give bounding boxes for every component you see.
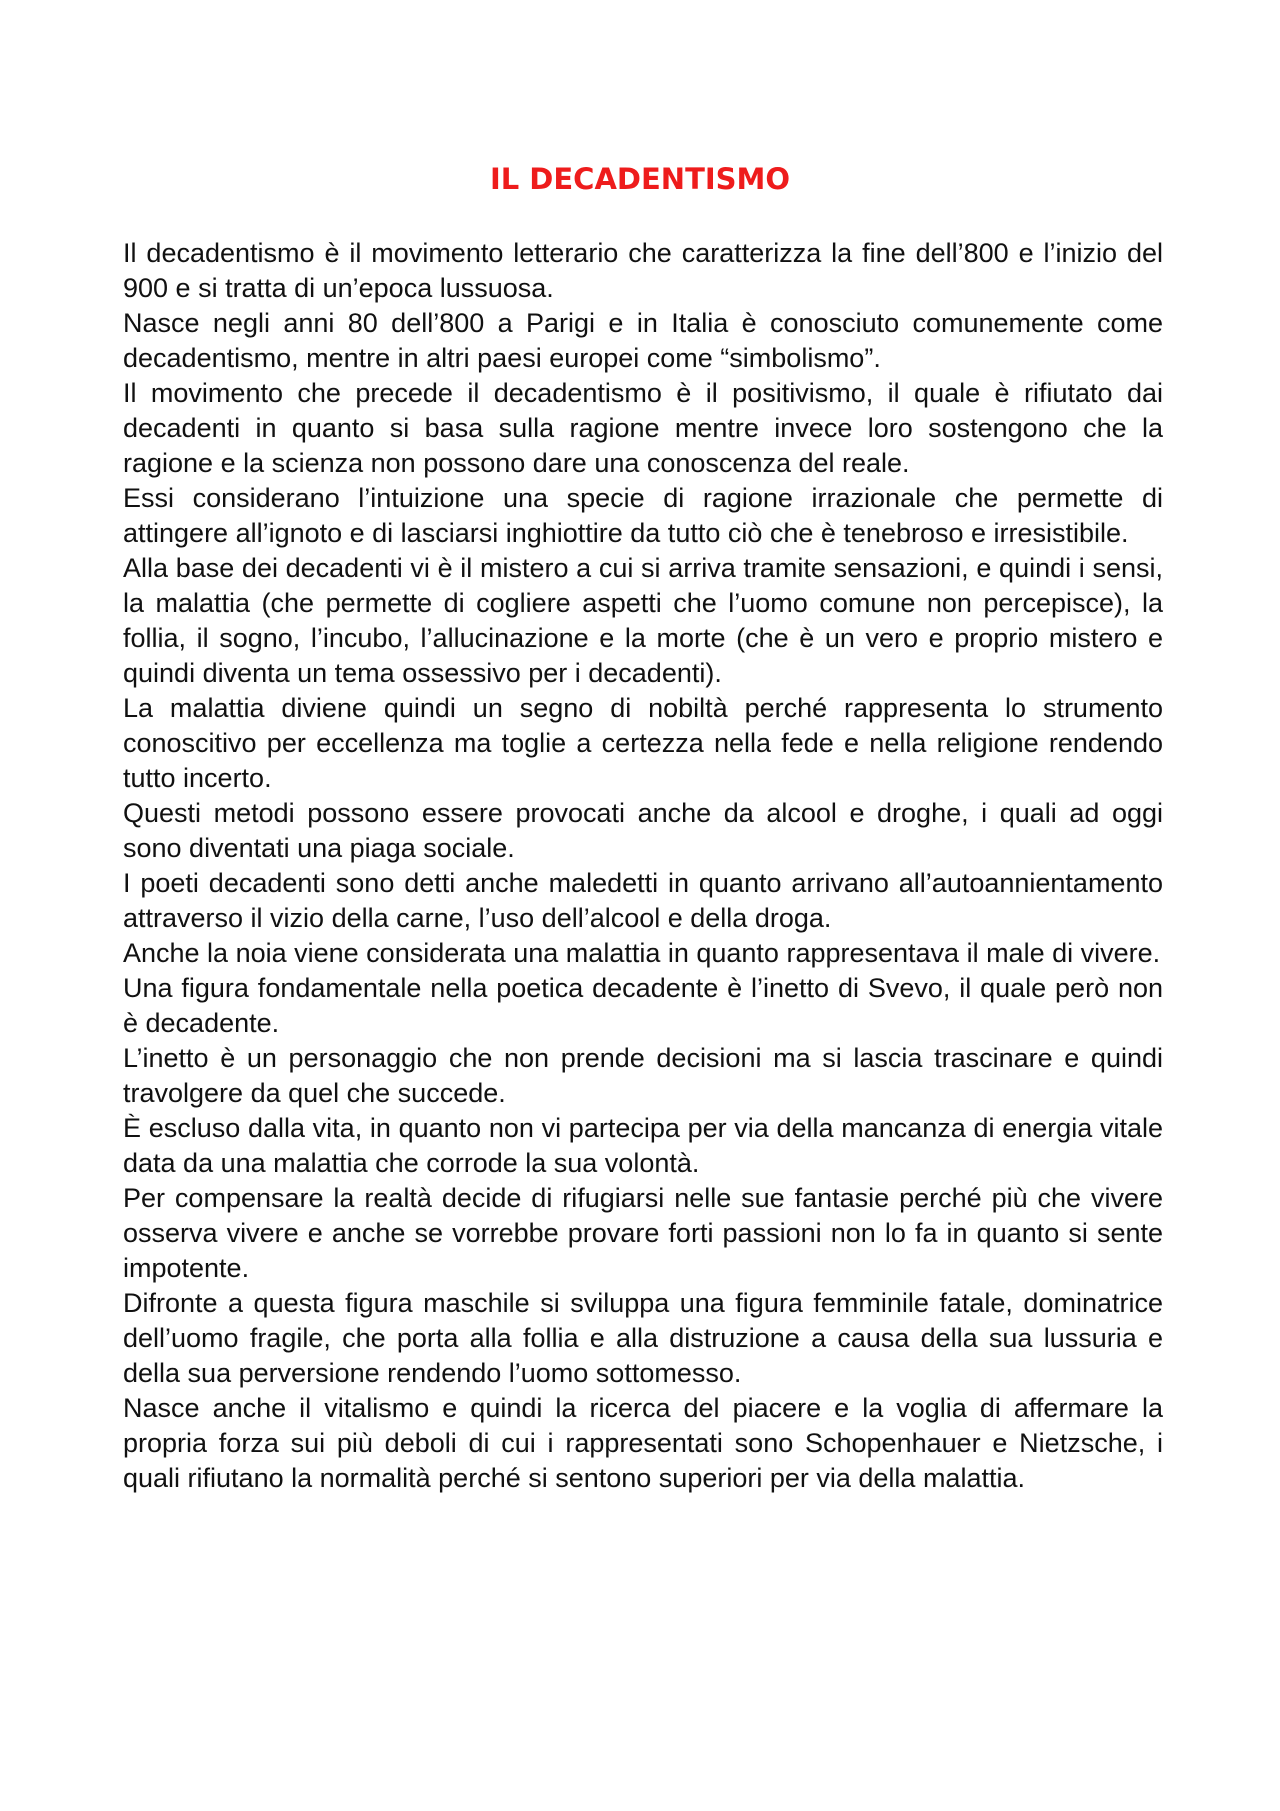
paragraph: Essi considerano l’intuizione una specie di ragione irrazionale che permette di attingere all’ignoto e di lasciarsi inghiottire da tutto ciò che è tenebroso e irresistibile. [123, 483, 1163, 548]
paragraph: Difronte a questa figura maschile si sviluppa una figura femminile fatale, dominatrice dell’uomo fragile, che porta alla follia e alla distruzione a causa della sua lussuria e della sua perversione rendendo l’uomo sottomesso. [123, 1288, 1163, 1388]
paragraph: Per compensare la realtà decide di rifugiarsi nelle sue fantasie perché più che vivere osserva vivere e anche se vorrebbe provare forti passioni non lo fa in quanto si sente impotente. [123, 1183, 1163, 1283]
paragraph: Alla base dei decadenti vi è il mistero a cui si arriva tramite sensazioni, e quindi i sensi, la malattia (che permette di cogliere aspetti che l’uomo comune non percepisce), la follia, il sogno, l’incubo, l’allucinazione e la morte (che è un vero e proprio mistero e quindi diventa un tema ossessivo per i decadenti). [123, 553, 1163, 688]
paragraph: Anche la noia viene considerata una malattia in quanto rappresentava il male di vivere. [123, 938, 1161, 968]
document-title: IL DECADENTISMO [489, 162, 791, 196]
paragraph: Nasce negli anni 80 dell’800 a Parigi e in Italia è conosciuto comunemente come decadentismo, mentre in altri paesi europei come “simbolismo”. [123, 308, 1163, 373]
paragraph: Il movimento che precede il decadentismo è il positivismo, il quale è rifiutato dai decadenti in quanto si basa sulla ragione mentre invece loro sostengono che la ragione e la scienza non possono dare una conoscenza del reale. [123, 378, 1163, 478]
document-body [123, 236, 1163, 1496]
paragraph: È escluso dalla vita, in quanto non vi partecipa per via della mancanza di energia vitale data da una malattia che corrode la sua volontà. [123, 1113, 1163, 1178]
paragraph: Questi metodi possono essere provocati anche da alcool e droghe, i quali ad oggi sono diventati una piaga sociale. [123, 798, 1163, 863]
paragraph: Il decadentismo è il movimento letterario che caratterizza la fine dell’800 e l’inizio del 900 e si tratta di un’epoca lussuosa. [123, 238, 1163, 303]
paragraph: La malattia diviene quindi un segno di nobiltà perché rappresenta lo strumento conoscitivo per eccellenza ma toglie a certezza nella fede e nella religione rendendo tutto incerto. [123, 693, 1163, 793]
paragraph: Nasce anche il vitalismo e quindi la ricerca del piacere e la voglia di affermare la propria forza sui più deboli di cui i rappresentati sono Schopenhauer e Nietzsche, i quali rifiutano la normalità perché si sentono superiori per via della malattia. [123, 1393, 1163, 1493]
paragraph: L’inetto è un personaggio che non prende decisioni ma si lascia trascinare e quindi travolgere da quel che succede. [123, 1043, 1163, 1108]
paragraph: I poeti decadenti sono detti anche maledetti in quanto arrivano all’autoannientamento attraverso il vizio della carne, l’uso dell’alcool e della droga. [123, 868, 1163, 933]
paragraph: Una figura fondamentale nella poetica decadente è l’inetto di Svevo, il quale però non è decadente. [123, 973, 1163, 1038]
